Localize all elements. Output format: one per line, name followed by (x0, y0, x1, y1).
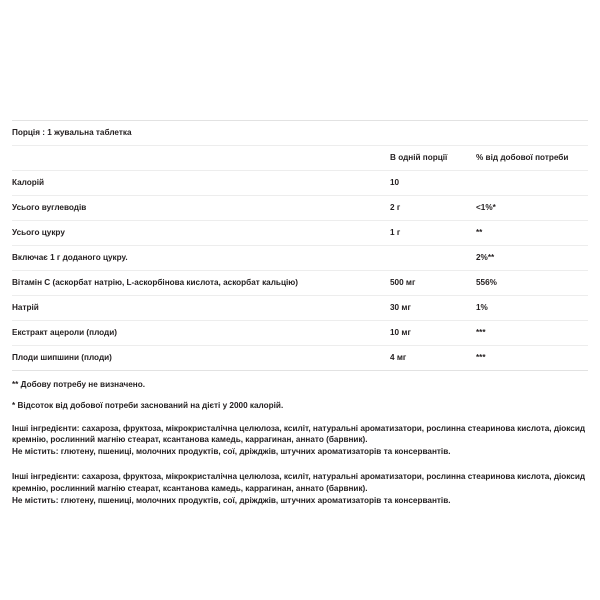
table-row (12, 171, 588, 196)
nutrient-label: Калорій (12, 171, 390, 196)
ingredients-block (12, 423, 588, 459)
serving-size-amount-cell (390, 121, 476, 146)
table-row (12, 296, 588, 321)
nutrient-daily-value: *** (476, 321, 588, 346)
column-header-amount: В одній порції (390, 146, 476, 171)
nutrient-amount: 10 мг (390, 321, 476, 346)
serving-size-dv-cell (476, 121, 588, 146)
table-header-row (12, 146, 588, 171)
serving-size-label: Порція : 1 жувальна таблетка (12, 121, 390, 146)
table-row (12, 246, 588, 271)
nutrient-daily-value: 1% (476, 296, 588, 321)
footnotes-section (12, 380, 588, 412)
column-header-label (12, 146, 390, 171)
nutrient-label: Плоди шипшини (плоди) (12, 353, 112, 363)
free-of-text: Не містить: глютену, пшениці, молочних продуктів, сої, дріжджів, штучних ароматизаторів та консервантів. (12, 495, 451, 505)
nutrient-amount: 1 г (390, 221, 476, 246)
nutrient-amount: 2 г (390, 196, 476, 221)
nutrient-amount: 30 мг (390, 296, 476, 321)
footnote-daily-value-not-established: ** Добову потребу не визначено. (12, 380, 146, 389)
nutrient-label: Натрій (12, 296, 390, 321)
nutrient-daily-value: <1%* (476, 196, 588, 221)
other-ingredients-text: Інші інгредієнти: сахароза, фруктоза, мікрокристалічна целюлоза, ксиліт, натуральні ароматизатори, рослинна стеаринова кислота, діоксид кремнію, рослинний магнію стеарат, ксантанова камедь, каррагинан, аннато (барвник). (12, 423, 586, 445)
nutrient-label: Включає 1 г доданого цукру. (12, 246, 390, 271)
table-row (12, 271, 588, 296)
nutrient-label: Усього цукру (12, 221, 390, 246)
nutrient-amount: 4 мг (390, 353, 407, 363)
serving-size-row (12, 121, 588, 146)
nutrition-facts-table (12, 120, 588, 371)
nutrient-daily-value: *** (476, 353, 486, 363)
table-row (12, 221, 588, 246)
nutrient-daily-value: 556% (476, 271, 588, 296)
nutrient-amount: 10 (390, 171, 476, 196)
ingredients-block (12, 471, 588, 507)
top-spacer (12, 0, 588, 120)
free-of-text: Не містить: глютену, пшениці, молочних продуктів, сої, дріжджів, штучних ароматизаторів та консервантів. (12, 447, 451, 457)
nutrient-amount: 500 мг (390, 271, 476, 296)
nutrient-daily-value (476, 171, 588, 196)
nutrient-label: Екстракт ацероли (плоди) (12, 321, 390, 346)
footnote-percent-daily-value-basis: * Відсоток від добової потреби заснований на дієті у 2000 калорій. (12, 401, 284, 411)
nutrient-daily-value: 2%** (476, 246, 588, 271)
nutrient-daily-value: ** (476, 221, 588, 246)
nutrient-label: Вітамін C (аскорбат натрію, L-аскорбінова кислота, аскорбат кальцію) (12, 271, 390, 296)
other-ingredients-text: Інші інгредієнти: сахароза, фруктоза, мікрокристалічна целюлоза, ксиліт, натуральні ароматизатори, рослинна стеаринова кислота, діоксид кремнію, рослинний магнію стеарат, ксантанова камедь, каррагинан, аннато (барвник). (12, 472, 586, 494)
table-row (12, 196, 588, 221)
table-row (12, 321, 588, 346)
column-header-daily-value: % від добової потреби (476, 146, 588, 171)
nutrient-label: Усього вуглеводів (12, 196, 390, 221)
nutrient-amount (390, 246, 476, 271)
table-row (12, 346, 588, 371)
